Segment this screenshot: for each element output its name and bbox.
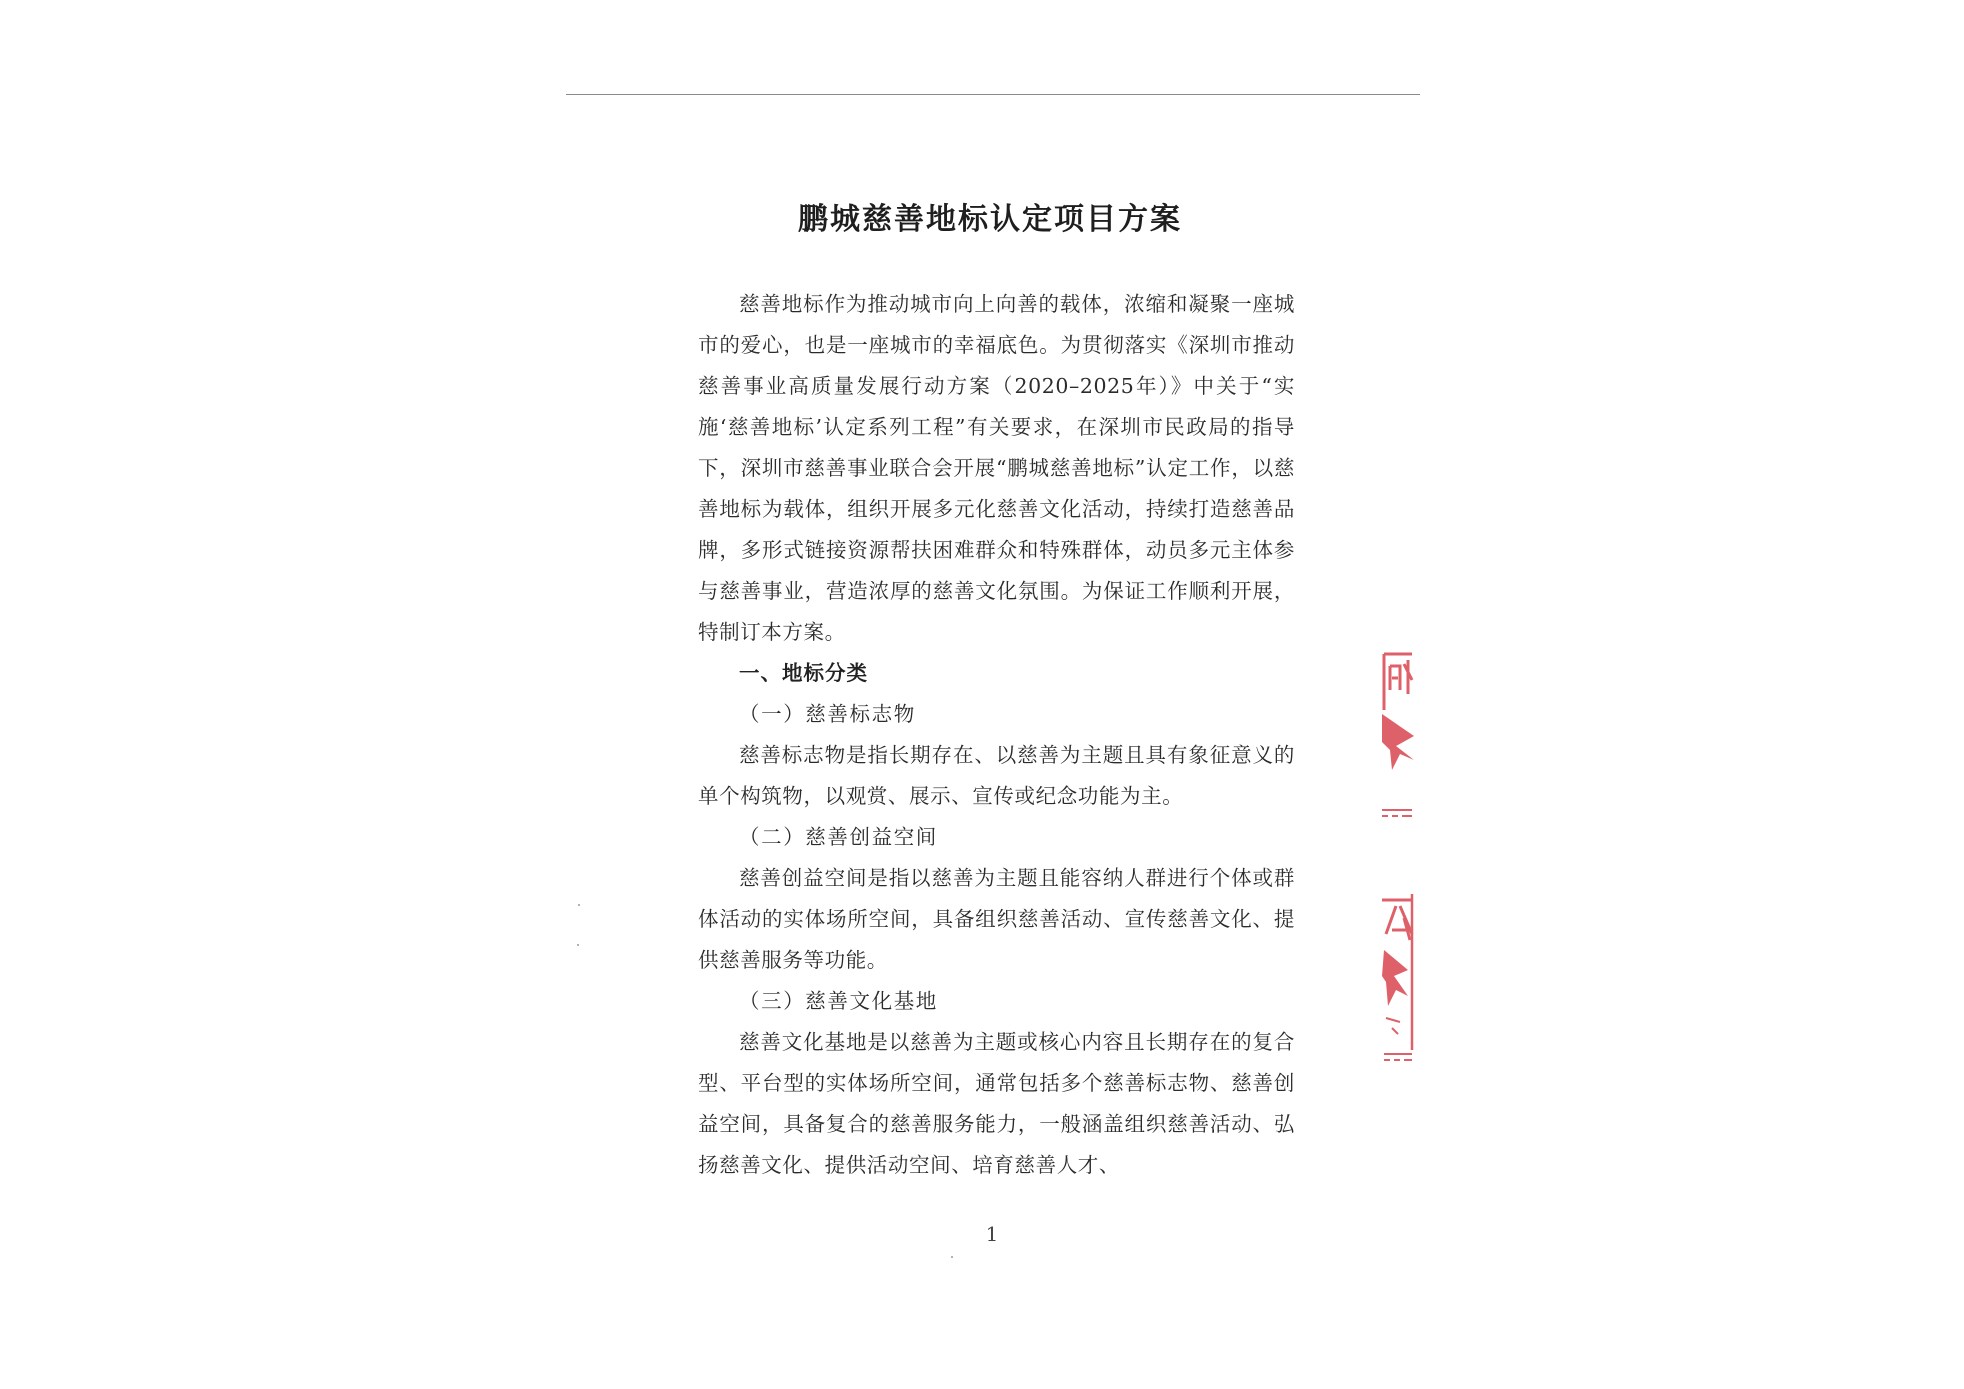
page-number: 1 (985, 1222, 999, 1246)
subsection-text-culture-base: 慈善文化基地是以慈善为主题或核心内容且长期存在的复合型、平台型的实体场所空间，通常包括多个慈善标志物、慈善创益空间，具备复合的慈善服务能力，一般涵盖组织慈善活动、弘扬慈善文化、提供活动空间、培育慈善人才、 (698, 1030, 1295, 1177)
subsection-text-benefit-space: 慈善创益空间是指以慈善为主题且能容纳人群进行个体或群体活动的实体场所空间，具备组织慈善活动、宣传慈善文化、提供慈善服务等功能。 (698, 866, 1295, 972)
scan-speck (578, 904, 580, 906)
intro-paragraph: 慈善地标作为推动城市向上向善的载体，浓缩和凝聚一座城市的爱心，也是一座城市的幸福底色。为贯彻落实《深圳市推动慈善事业高质量发展行动方案（2020–2025年）》中关于“实施‘慈善地标’认定系列工程”有关要求，在深圳市民政局的指导下，深圳市慈善事业联合会开展“鹏城慈善地标”认定工作，以慈善地标为载体，组织开展多元化慈善文化活动，持续打造慈善品牌，多形式链接资源帮扶困难群众和特殊群体，动员多元主体参与慈善事业，营造浓厚的慈善文化氛围。为保证工作顺利开展，特制订本方案。 (698, 292, 1295, 644)
document-title: 鹏城慈善地标认定项目方案 (798, 202, 1182, 237)
seal-stamp-graphic (1378, 650, 1418, 1070)
document-body (698, 284, 1295, 1186)
seal-stamp (1378, 650, 1418, 1070)
subsection-heading-culture-base: （三）慈善文化基地 (739, 989, 938, 1013)
scan-speck (577, 944, 579, 946)
header-rule (566, 94, 1420, 95)
subsection-text-landmark-object: 慈善标志物是指长期存在、以慈善为主题且具有象征意义的单个构筑物，以观赏、展示、宣传或纪念功能为主。 (698, 743, 1295, 808)
subsection-heading-landmark-object: （一）慈善标志物 (739, 702, 916, 726)
subsection-heading-benefit-space: （二）慈善创益空间 (739, 825, 938, 849)
section-heading-classification: 一、地标分类 (739, 661, 868, 685)
scan-speck (951, 1256, 953, 1258)
